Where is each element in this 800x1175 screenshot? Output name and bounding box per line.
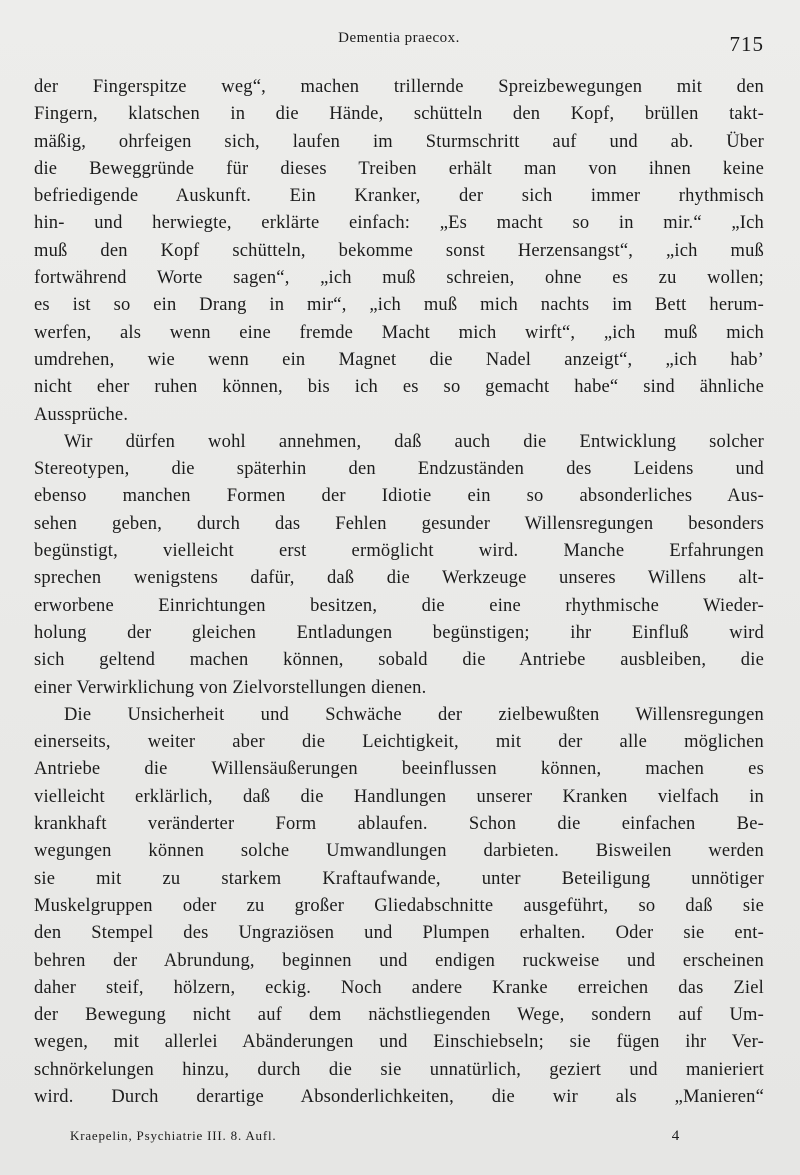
text-line: Die Unsicherheit und Schwäche der zielbewußten Willensregungen [64,704,764,725]
text-line: befriedigende Auskunft. Ein Kranker, der sich immer rhythmisch [34,186,764,207]
text-line: werfen, als wenn eine fremde Macht mich wirft“, „ich muß mich [34,322,764,343]
text-line: umdrehen, wie wenn ein Magnet die Nadel anzeigt“, „ich hab’ [34,349,764,370]
text-line: einerseits, weiter aber die Leichtigkeit, mit der alle möglichen [34,732,764,753]
text-line: hin- und herwiegte, erklärte einfach: „Es macht so in mir.“ „Ich [34,213,764,234]
text-line: erworbene Einrichtungen besitzen, die eine rhythmische Wieder- [34,595,764,616]
text-line: holung der gleichen Entladungen begünstigen; ihr Einfluß wird [34,622,764,643]
text-line: Aussprüche. [34,404,129,425]
text-line: Fingern, klatschen in die Hände, schütteln den Kopf, brüllen takt- [34,104,764,125]
text-line: muß den Kopf schütteln, bekomme sonst Herzensangst“, „ich muß [34,240,764,261]
text-line: schnörkelungen hinzu, durch die sie unnatürlich, geziert und manieriert [34,1059,764,1080]
text-line: vielleicht erklärlich, daß die Handlungen unserer Kranken vielfach in [34,786,764,807]
text-line: Stereotypen, die späterhin den Endzuständen des Leidens und [34,459,764,480]
text-line: wegen, mit allerlei Abänderungen und Einschiebseln; sie fügen ihr Ver- [34,1032,764,1053]
text-line: den Stempel des Ungraziösen und Plumpen erhalten. Oder sie ent- [34,923,764,944]
page-number: 715 [729,32,764,56]
text-line: sich geltend machen können, sobald die Antriebe ausbleiben, die [34,650,764,671]
text-line: fortwährend Worte sagen“, „ich muß schreien, ohne es zu wollen; [34,268,764,289]
text-line: behren der Abrundung, beginnen und endigen ruckweise und erscheinen [34,950,764,971]
text-line: Muskelgruppen oder zu großer Gliedabschnitte ausgeführt, so daß sie [34,895,764,916]
text-line: einer Verwirklichung von Zielvorstellungen dienen. [34,677,427,698]
text-line: begünstigt, vielleicht erst ermöglicht wird. Manche Erfahrungen [34,541,764,562]
body-text [34,74,764,1111]
text-line: der Bewegung nicht auf dem nächstliegenden Wege, sondern auf Um- [34,1005,764,1026]
page-footer [70,1128,680,1150]
text-line: mäßig, ohrfeigen sich, laufen im Sturmschritt auf und ab. Über [34,131,764,152]
page-header [34,30,764,60]
text-line: sie mit zu starkem Kraftaufwande, unter Beteiligung unnötiger [34,868,764,889]
text-line: krankhaft veränderter Form ablaufen. Schon die einfachen Be- [34,814,764,835]
text-line: sprechen wenigstens dafür, daß die Werkzeuge unseres Willens alt- [34,568,764,589]
text-line: wegungen können solche Umwandlungen darbieten. Bisweilen werden [34,841,764,862]
text-line: Wir dürfen wohl annehmen, daß auch die Entwicklung solcher [64,431,764,452]
text-line: ebenso manchen Formen der Idiotie ein so absonderliches Aus- [34,486,764,507]
text-line: es ist so ein Drang in mir“, „ich muß mich nachts im Bett herum- [34,295,764,316]
text-line: die Beweggründe für dieses Treiben erhält man von ihnen keine [34,158,764,179]
text-line: Antriebe die Willensäußerungen beeinflussen können, machen es [34,759,764,780]
sheet-number: 4 [671,1128,680,1144]
running-head: Dementia praecox. [338,30,460,46]
text-line: sehen geben, durch das Fehlen gesunder Willensregungen besonders [34,513,764,534]
text-line: der Fingerspitze weg“, machen trillernde Spreizbewegungen mit den [34,77,764,97]
footer-signature: Kraepelin, Psychiatrie III. 8. Aufl. [70,1128,277,1143]
text-line: nicht eher ruhen können, bis ich es so gemacht habe“ sind ähnliche [34,377,764,398]
text-line: daher steif, hölzern, eckig. Noch andere Kranke erreichen das Ziel [34,977,764,998]
text-line: wird. Durch derartige Absonderlichkeiten, die wir als „Manieren“ [34,1086,764,1107]
